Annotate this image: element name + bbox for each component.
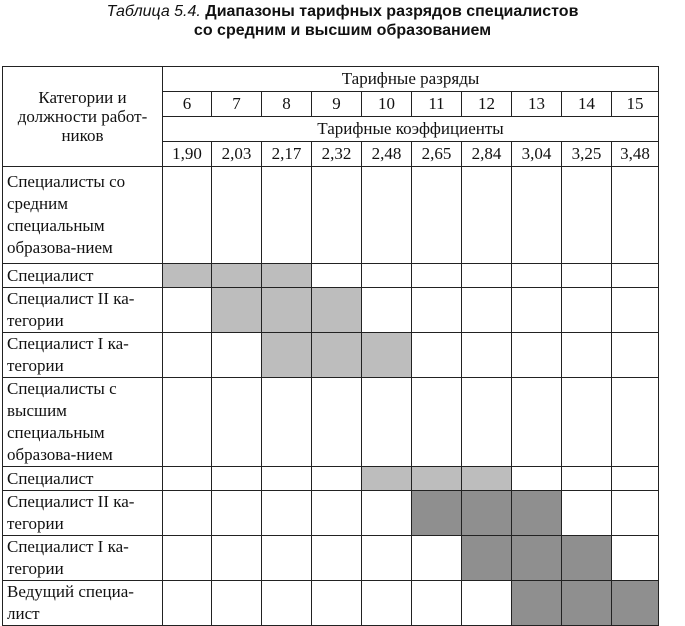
range-cell-shaded xyxy=(462,491,512,536)
range-cell xyxy=(412,581,462,626)
range-cell-shaded xyxy=(163,264,212,288)
empty-cell xyxy=(562,167,612,264)
range-cell-shaded xyxy=(262,288,312,333)
group-row-secondary xyxy=(3,167,659,264)
range-cell xyxy=(212,581,262,626)
empty-cell xyxy=(312,378,362,467)
row-label: Специалист I ка-тегории xyxy=(3,536,163,581)
empty-cell xyxy=(612,167,659,264)
table-row xyxy=(3,288,659,333)
range-cell xyxy=(163,536,212,581)
range-cell-shaded xyxy=(512,581,562,626)
table-row xyxy=(3,467,659,491)
range-cell xyxy=(212,333,262,378)
range-cell xyxy=(163,491,212,536)
empty-cell xyxy=(163,167,212,264)
range-cell xyxy=(462,264,512,288)
grade-cell: 15 xyxy=(612,92,659,117)
range-cell-shaded xyxy=(512,491,562,536)
row-label: Специалист II ка-тегории xyxy=(3,491,163,536)
range-cell xyxy=(362,536,412,581)
group-label-higher: Специалисты с высшим специальным образова-нием xyxy=(3,378,163,467)
range-cell xyxy=(312,581,362,626)
empty-cell xyxy=(412,378,462,467)
range-cell-shaded xyxy=(262,333,312,378)
range-cell-shaded xyxy=(412,491,462,536)
table-row xyxy=(3,491,659,536)
grades-table xyxy=(2,66,659,626)
range-cell xyxy=(612,288,659,333)
empty-cell xyxy=(362,167,412,264)
range-cell xyxy=(412,536,462,581)
range-cell xyxy=(212,536,262,581)
range-cell xyxy=(462,288,512,333)
coefficient-cell: 3,25 xyxy=(562,142,612,167)
empty-cell xyxy=(462,378,512,467)
range-cell xyxy=(562,288,612,333)
caption-number: Таблица 5.4. xyxy=(106,3,201,20)
range-cell xyxy=(312,264,362,288)
range-cell xyxy=(462,333,512,378)
range-cell xyxy=(562,264,612,288)
range-cell xyxy=(262,581,312,626)
range-cell-shaded xyxy=(362,467,412,491)
row-label: Специалист xyxy=(3,264,163,288)
range-cell xyxy=(362,581,412,626)
range-cell-shaded xyxy=(212,264,262,288)
range-cell xyxy=(412,333,462,378)
range-cell xyxy=(512,333,562,378)
range-cell-shaded xyxy=(612,581,659,626)
grade-cell: 11 xyxy=(412,92,462,117)
empty-cell xyxy=(462,167,512,264)
empty-cell xyxy=(163,378,212,467)
coefficient-cell: 1,90 xyxy=(163,142,212,167)
row-label: Специалист I ка-тегории xyxy=(3,333,163,378)
grade-cell: 14 xyxy=(562,92,612,117)
range-cell xyxy=(163,581,212,626)
range-cell-shaded xyxy=(562,581,612,626)
range-cell xyxy=(163,467,212,491)
range-cell xyxy=(362,491,412,536)
range-cell-shaded xyxy=(462,536,512,581)
caption-title-line-1: Диапазоны тарифных разрядов специалистов xyxy=(205,3,579,20)
range-cell xyxy=(462,581,512,626)
range-cell xyxy=(312,536,362,581)
coefficients-header: Тарифные коэффициенты xyxy=(163,117,659,142)
empty-cell xyxy=(212,167,262,264)
coefficient-cell: 2,65 xyxy=(412,142,462,167)
range-cell xyxy=(512,264,562,288)
range-cell xyxy=(362,264,412,288)
range-cell xyxy=(412,288,462,333)
caption-line-1 xyxy=(0,2,685,21)
range-cell xyxy=(262,467,312,491)
table-row xyxy=(3,581,659,626)
empty-cell xyxy=(262,167,312,264)
empty-cell xyxy=(262,378,312,467)
group-label-secondary: Специалисты со средним специальным образова-нием xyxy=(3,167,163,264)
range-cell xyxy=(163,288,212,333)
grade-cell: 10 xyxy=(362,92,412,117)
grade-cell: 6 xyxy=(163,92,212,117)
range-cell xyxy=(212,467,262,491)
range-cell-shaded xyxy=(362,333,412,378)
table-row xyxy=(3,264,659,288)
grades-header: Тарифные разряды xyxy=(163,67,659,92)
range-cell-shaded xyxy=(212,288,262,333)
range-cell xyxy=(562,467,612,491)
range-cell xyxy=(362,288,412,333)
range-cell-shaded xyxy=(312,288,362,333)
range-cell xyxy=(262,536,312,581)
range-cell xyxy=(163,333,212,378)
range-cell xyxy=(262,491,312,536)
group-row-higher xyxy=(3,378,659,467)
coefficient-cell: 3,48 xyxy=(612,142,659,167)
range-cell xyxy=(612,333,659,378)
range-cell xyxy=(512,467,562,491)
table-caption xyxy=(0,2,685,40)
grade-cell: 12 xyxy=(462,92,512,117)
empty-cell xyxy=(512,167,562,264)
coefficient-cell: 2,17 xyxy=(262,142,312,167)
empty-cell xyxy=(362,378,412,467)
range-cell-shaded xyxy=(412,467,462,491)
coefficient-cell: 2,32 xyxy=(312,142,362,167)
grade-cell: 9 xyxy=(312,92,362,117)
grade-cell: 8 xyxy=(262,92,312,117)
range-cell-shaded xyxy=(562,536,612,581)
range-cell-shaded xyxy=(512,536,562,581)
grade-cell: 7 xyxy=(212,92,262,117)
coefficient-cell: 3,04 xyxy=(512,142,562,167)
table-row xyxy=(3,536,659,581)
range-cell xyxy=(562,333,612,378)
range-cell xyxy=(312,467,362,491)
range-cell-shaded xyxy=(462,467,512,491)
range-cell xyxy=(512,288,562,333)
range-cell xyxy=(562,491,612,536)
empty-cell xyxy=(212,378,262,467)
row-label: Специалист II ка-тегории xyxy=(3,288,163,333)
range-cell xyxy=(612,264,659,288)
categories-header: Категории и должности работ-ников xyxy=(3,67,163,167)
coefficient-cell: 2,03 xyxy=(212,142,262,167)
coefficient-cell: 2,48 xyxy=(362,142,412,167)
empty-cell xyxy=(412,167,462,264)
row-label: Специалист xyxy=(3,467,163,491)
range-cell xyxy=(612,536,659,581)
empty-cell xyxy=(562,378,612,467)
empty-cell xyxy=(512,378,562,467)
empty-cell xyxy=(312,167,362,264)
caption-title-line-2: со средним и высшим образованием xyxy=(193,22,492,39)
range-cell-shaded xyxy=(312,333,362,378)
range-cell-shaded xyxy=(262,264,312,288)
range-cell xyxy=(212,491,262,536)
row-label: Ведущий специа-лист xyxy=(3,581,163,626)
range-cell xyxy=(312,491,362,536)
coefficient-cell: 2,84 xyxy=(462,142,512,167)
range-cell xyxy=(612,467,659,491)
range-cell xyxy=(612,491,659,536)
table-row xyxy=(3,333,659,378)
grade-cell: 13 xyxy=(512,92,562,117)
range-cell xyxy=(412,264,462,288)
empty-cell xyxy=(612,378,659,467)
